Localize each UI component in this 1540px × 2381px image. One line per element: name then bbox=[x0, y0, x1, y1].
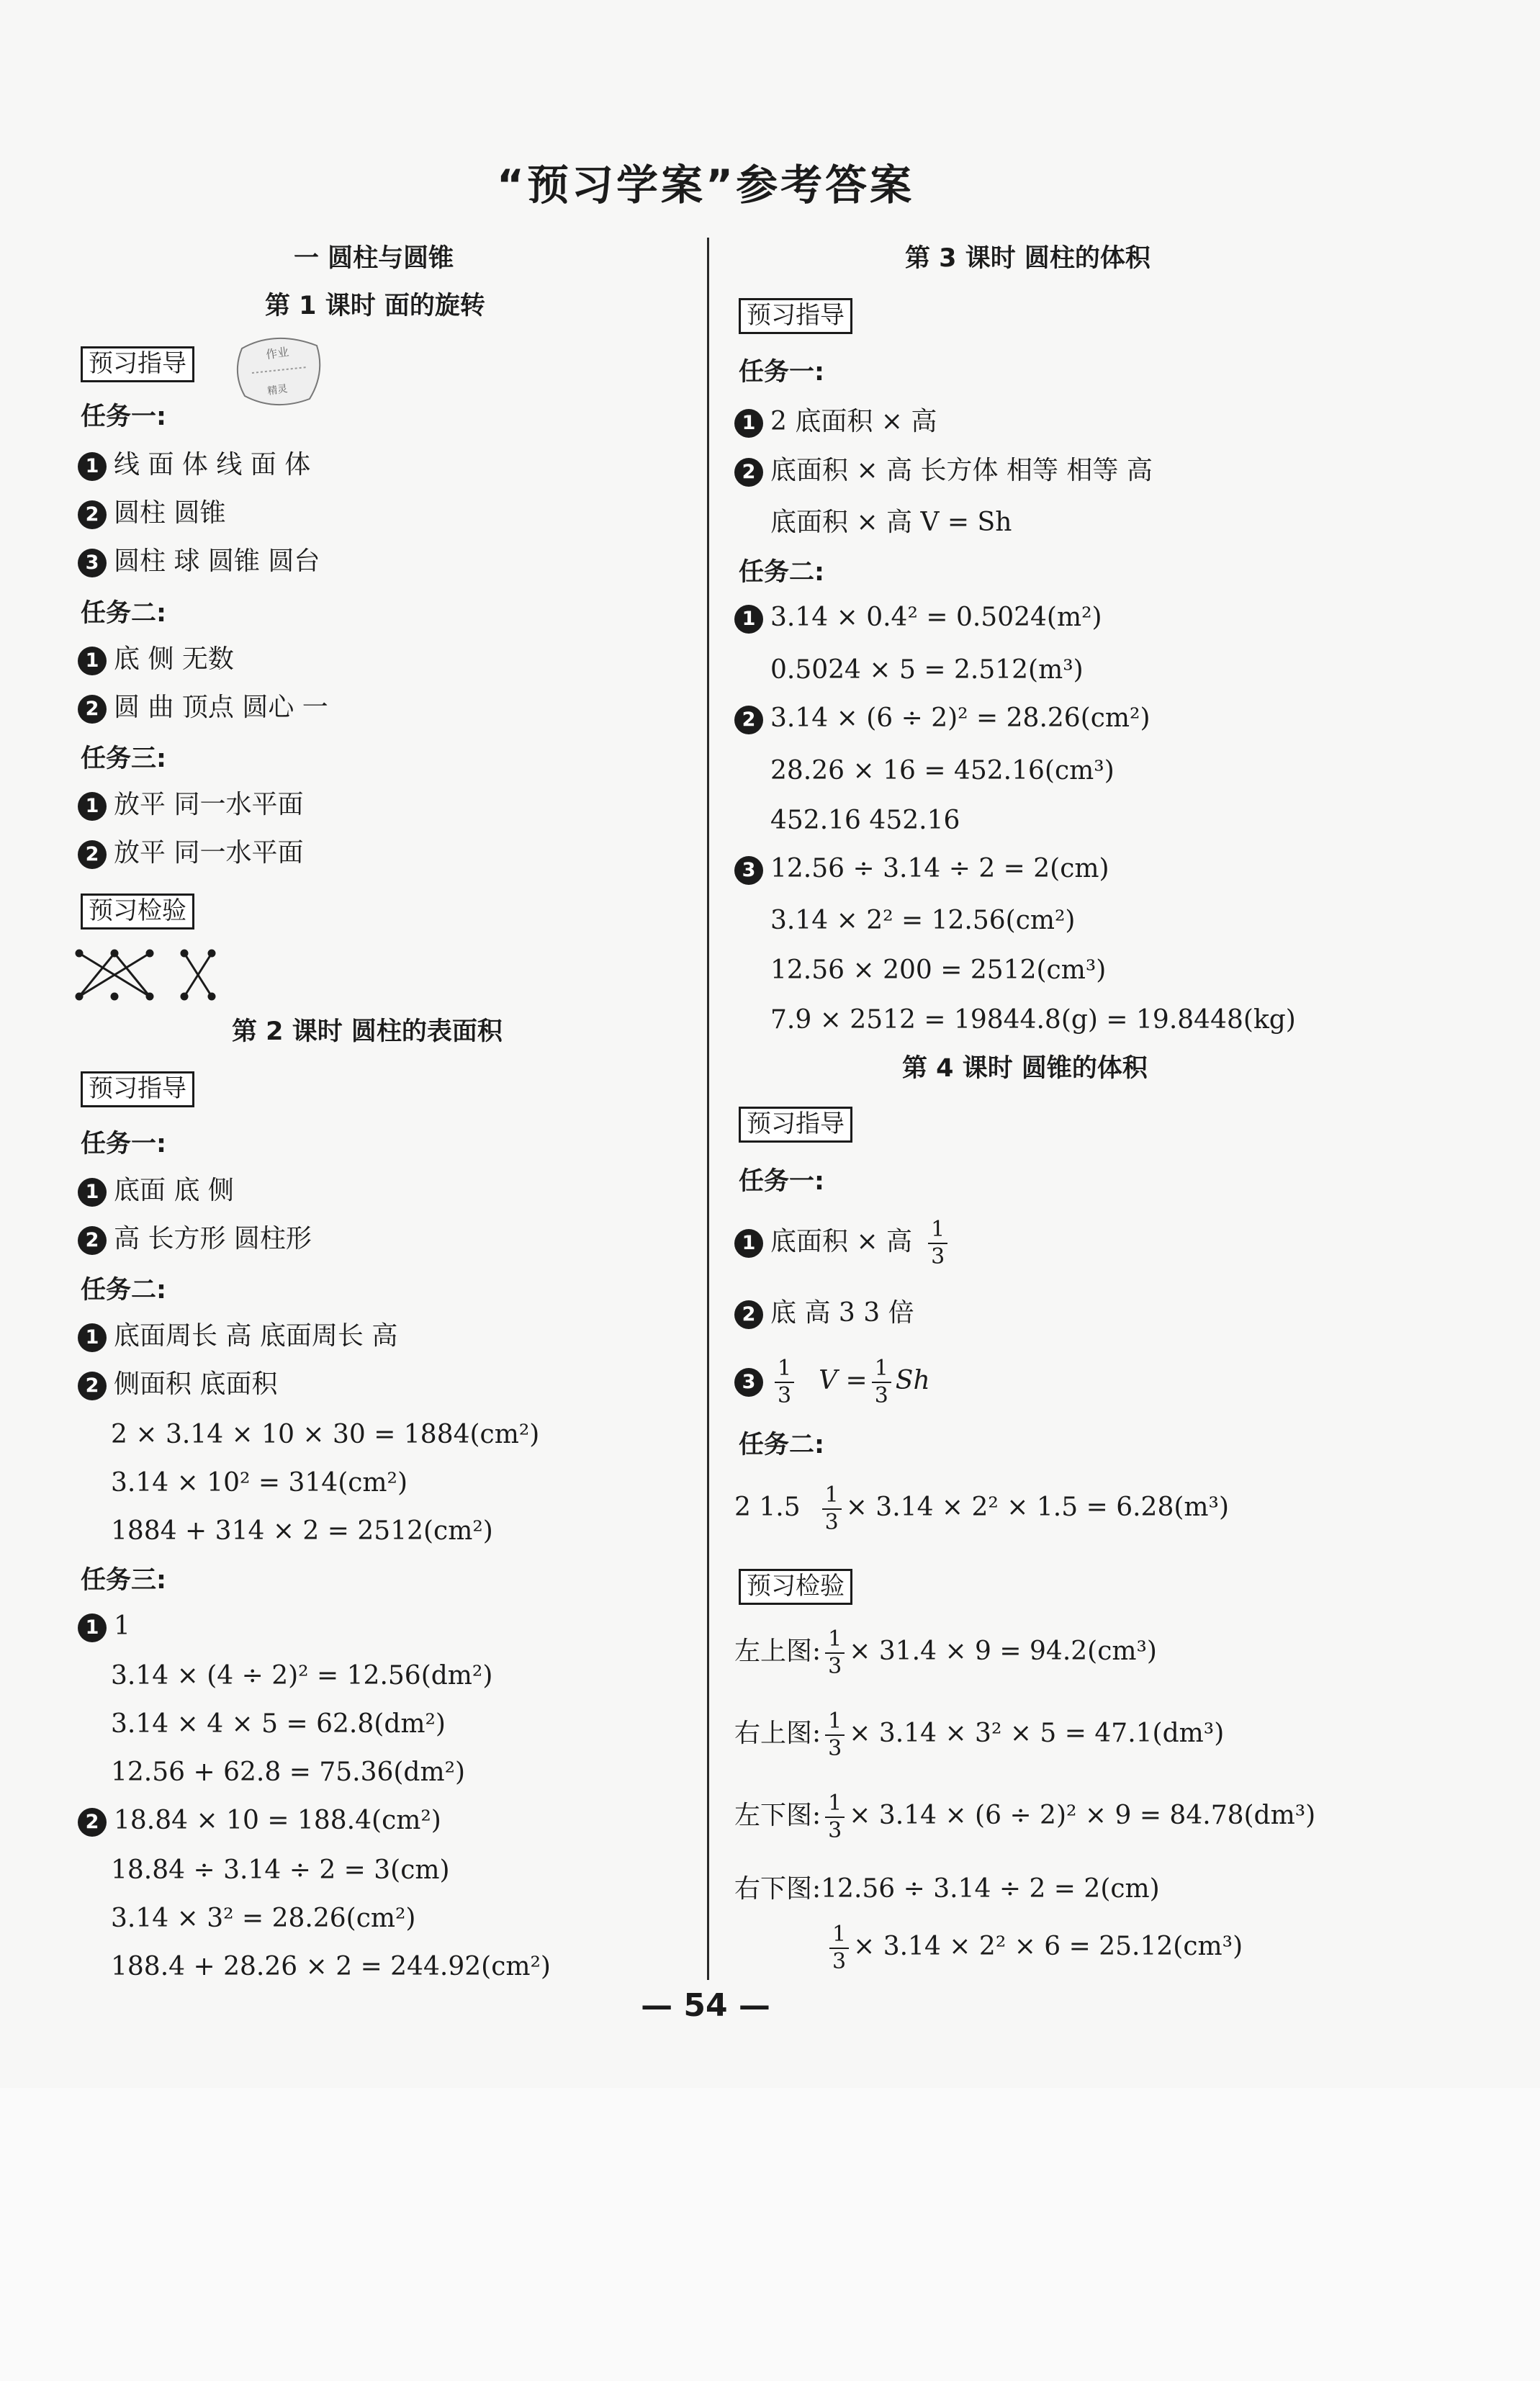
check-expr: × 3.14 × (6 ÷ 2)² × 9 = 84.78(dm³) bbox=[849, 1801, 1316, 1830]
fraction: $\frac{1}{3}$ bbox=[825, 1711, 845, 1760]
answer-line bbox=[734, 605, 1102, 634]
answer-text: 18.84 × 10 = 188.4(cm²) bbox=[114, 1806, 441, 1835]
fraction: $\frac{1}{3}$ bbox=[928, 1219, 947, 1268]
circled-number: 2 bbox=[734, 1300, 763, 1329]
answer-text: 底面积 × 高 长方体 相等 相等 高 bbox=[770, 456, 1153, 485]
calc-line: 28.26 × 16 = 452.16(cm³) bbox=[770, 756, 1115, 786]
check-expr: × 3.14 × 2² × 6 = 25.12(cm³) bbox=[853, 1932, 1243, 1961]
guide-box-2: 预习指导 bbox=[81, 1071, 194, 1107]
answer-text: 1 bbox=[114, 1611, 130, 1641]
answer-text: 侧面积 底面积 bbox=[114, 1369, 278, 1399]
circled-number: 1 bbox=[78, 1178, 107, 1207]
check-box-1: 预习检验 bbox=[81, 894, 194, 930]
answer-line bbox=[78, 1613, 130, 1642]
check-label: 左下图: bbox=[734, 1801, 821, 1830]
answer-line bbox=[78, 452, 310, 481]
circled-number: 2 bbox=[734, 706, 763, 734]
answer-text: 线 面 体 线 面 体 bbox=[114, 450, 311, 480]
fraction: $\frac{1}{3}$ bbox=[825, 1793, 845, 1842]
fraction: $\frac{1}{3}$ bbox=[829, 1924, 849, 1973]
answer-line bbox=[78, 695, 328, 724]
circled-number: 3 bbox=[734, 856, 763, 885]
lesson2-heading: 第 2 课时 圆柱的表面积 bbox=[232, 1017, 503, 1046]
check-line bbox=[734, 1626, 1157, 1679]
circled-number: 1 bbox=[78, 792, 107, 821]
answer-line bbox=[78, 840, 303, 869]
answer-line bbox=[78, 1323, 397, 1352]
task3-label: 任务三: bbox=[81, 1566, 166, 1595]
task1-label: 任务一: bbox=[739, 358, 824, 387]
circled-number: 1 bbox=[734, 409, 763, 438]
formula-text: Sh bbox=[895, 1366, 930, 1395]
svg-text:精灵: 精灵 bbox=[266, 383, 289, 397]
page-number: — 54 — bbox=[641, 1987, 770, 2024]
fraction: $\frac{1}{3}$ bbox=[822, 1485, 842, 1534]
page-lower-margin bbox=[0, 2088, 1540, 2381]
calc-line: 18.84 ÷ 3.14 ÷ 2 = 3(cm) bbox=[111, 1855, 450, 1885]
lesson3-heading: 第 3 课时 圆柱的体积 bbox=[905, 244, 1151, 273]
task2-label: 任务二: bbox=[739, 558, 824, 587]
fraction: $\frac{1}{3}$ bbox=[775, 1358, 794, 1407]
calc-line: 12.56 × 200 = 2512(cm³) bbox=[770, 955, 1107, 985]
calc-line: 7.9 × 2512 = 19844.8(g) = 19.8448(kg) bbox=[770, 1005, 1296, 1035]
matching-lines-figure bbox=[75, 949, 233, 1001]
task1-label: 任务一: bbox=[81, 402, 166, 431]
circled-number: 3 bbox=[78, 549, 107, 577]
answer-line bbox=[734, 1482, 1230, 1535]
answer-line bbox=[734, 1219, 952, 1268]
answer-line bbox=[734, 1358, 930, 1407]
check-expr: × 31.4 × 9 = 94.2(cm³) bbox=[849, 1637, 1157, 1666]
circled-number: 2 bbox=[78, 1372, 107, 1400]
circled-number: 2 bbox=[78, 500, 107, 529]
check-label: 左上图: bbox=[734, 1637, 821, 1666]
answer-text: 12.56 ÷ 3.14 ÷ 2 = 2(cm) bbox=[770, 854, 1109, 883]
calc-line: 3.14 × 3² = 28.26(cm²) bbox=[111, 1904, 416, 1933]
task1-label: 任务一: bbox=[81, 1130, 166, 1158]
answer-line bbox=[78, 792, 303, 821]
calc-line: 188.4 + 28.26 × 2 = 244.92(cm²) bbox=[111, 1952, 551, 1981]
check-line bbox=[825, 1924, 1243, 1973]
lesson4-heading: 第 4 课时 圆锥的体积 bbox=[902, 1054, 1148, 1083]
answer-line bbox=[78, 1808, 441, 1837]
answer-text: 3.14 × (6 ÷ 2)² = 28.26(cm²) bbox=[770, 703, 1151, 733]
answer-line bbox=[78, 1369, 278, 1400]
circled-number: 2 bbox=[78, 840, 107, 869]
calc-line: 452.16 452.16 bbox=[770, 806, 960, 835]
guide-box-3: 预习指导 bbox=[739, 298, 852, 334]
check-line bbox=[734, 1711, 1224, 1760]
answer-text: 放平 同一水平面 bbox=[114, 838, 304, 868]
circled-number: 2 bbox=[78, 695, 107, 724]
answer-line bbox=[734, 856, 1109, 885]
task2-label: 任务二: bbox=[81, 599, 166, 628]
calc-line: 3.14 × 4 × 5 = 62.8(dm²) bbox=[111, 1709, 446, 1739]
answer-text: 放平 同一水平面 bbox=[114, 790, 304, 819]
calc-line: 2 × 3.14 × 10 × 30 = 1884(cm²) bbox=[111, 1420, 540, 1449]
circled-number: 2 bbox=[734, 458, 763, 487]
task2-label: 任务二: bbox=[739, 1431, 824, 1459]
calc-line: 12.56 + 62.8 = 75.36(dm²) bbox=[111, 1757, 466, 1787]
guide-box-4: 预习指导 bbox=[739, 1107, 852, 1143]
answer-line bbox=[78, 500, 225, 529]
guide-box-1: 预习指导 bbox=[81, 346, 194, 382]
circled-number: 1 bbox=[734, 1229, 763, 1258]
unit-heading: 一 圆柱与圆锥 bbox=[294, 244, 454, 273]
answer-text: 底 侧 无数 bbox=[114, 644, 234, 674]
task3-label: 任务三: bbox=[81, 744, 166, 773]
circled-number: 1 bbox=[78, 647, 107, 675]
answer-line bbox=[734, 458, 1153, 487]
circled-number: 2 bbox=[78, 1808, 107, 1837]
answer-text: 圆柱 圆锥 bbox=[114, 498, 226, 528]
check-box-2: 预习检验 bbox=[739, 1569, 852, 1605]
answer-text: 3.14 × 0.4² = 0.5024(m²) bbox=[770, 603, 1102, 632]
answer-text: 圆 曲 顶点 圆心 一 bbox=[114, 693, 328, 722]
lesson1-heading: 第 1 课时 面的旋转 bbox=[265, 292, 485, 320]
column-divider bbox=[707, 238, 709, 1980]
answer-line bbox=[734, 703, 1151, 734]
answer-line bbox=[78, 1178, 234, 1207]
svg-text:作业: 作业 bbox=[265, 344, 290, 362]
calc-line: 0.5024 × 5 = 2.512(m³) bbox=[770, 655, 1084, 685]
task1-label: 任务一: bbox=[739, 1167, 824, 1196]
calc-line: 3.14 × 10² = 314(cm²) bbox=[111, 1468, 408, 1498]
task2-label: 任务二: bbox=[81, 1276, 166, 1305]
answer-text: 2 底面积 × 高 bbox=[770, 407, 937, 436]
answer-text: 高 长方形 圆柱形 bbox=[114, 1224, 312, 1253]
circled-number: 1 bbox=[734, 605, 763, 634]
answer-text: 圆柱 球 圆锥 圆台 bbox=[114, 546, 320, 576]
answer-line bbox=[734, 1300, 914, 1329]
stamp-logo bbox=[232, 333, 324, 408]
formula-text: V = bbox=[819, 1366, 868, 1395]
check-label: 右上图: bbox=[734, 1719, 821, 1748]
check-line bbox=[734, 1793, 1315, 1842]
check-expr: × 3.14 × 3² × 5 = 47.1(dm³) bbox=[849, 1719, 1225, 1748]
page-title: “预习学案”参考答案 bbox=[496, 161, 915, 210]
fraction: $\frac{1}{3}$ bbox=[872, 1358, 891, 1407]
answer-line bbox=[78, 1226, 312, 1255]
calc-line: 1884 + 314 × 2 = 2512(cm²) bbox=[111, 1516, 493, 1546]
answer-text: 底面周长 高 底面周长 高 bbox=[114, 1321, 398, 1351]
answer-line bbox=[78, 644, 234, 675]
check-label: 右下图: bbox=[734, 1874, 821, 1904]
circled-number: 3 bbox=[734, 1368, 763, 1397]
circled-number: 2 bbox=[78, 1226, 107, 1255]
check-line bbox=[734, 1876, 1160, 1902]
calc-line: 3.14 × (4 ÷ 2)² = 12.56(dm²) bbox=[111, 1661, 493, 1691]
answer-line bbox=[734, 409, 937, 438]
circled-number: 1 bbox=[78, 452, 107, 481]
check-expr: 12.56 ÷ 3.14 ÷ 2 = 2(cm) bbox=[821, 1874, 1160, 1904]
answer-text: × 3.14 × 2² × 1.5 = 6.28(m³) bbox=[845, 1493, 1230, 1522]
circled-number: 1 bbox=[78, 1323, 107, 1352]
answer-line bbox=[78, 546, 320, 577]
circled-number: 1 bbox=[78, 1613, 107, 1642]
answer-text: 2 1.5 bbox=[734, 1493, 801, 1522]
answer-text: 底面积 × 高 bbox=[770, 1227, 913, 1256]
fraction: $\frac{1}{3}$ bbox=[825, 1629, 845, 1678]
answer-text: 底面 底 侧 bbox=[114, 1176, 234, 1205]
calc-line: 底面积 × 高 V = Sh bbox=[770, 508, 1012, 537]
calc-line: 3.14 × 2² = 12.56(cm²) bbox=[770, 906, 1076, 935]
answer-text: 底 高 3 3 倍 bbox=[770, 1298, 914, 1328]
